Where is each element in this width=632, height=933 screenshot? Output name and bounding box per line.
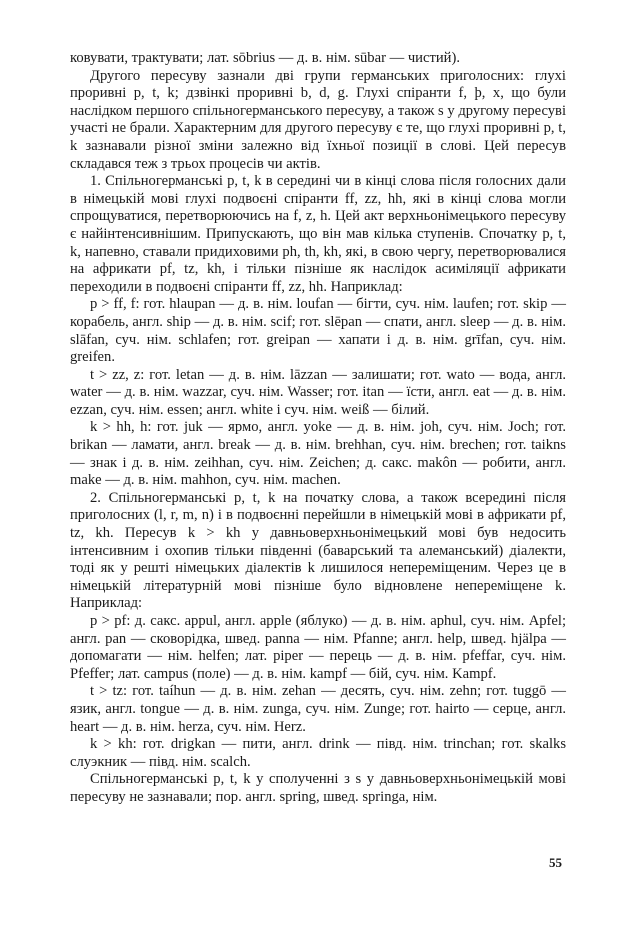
paragraph-1: ковувати, трактувати; лат. sōbrius — д. в. нім. sūbar — чистий). [70,50,460,66]
paragraph-11: Спільногерманські p, t, k у сполученні з s у давньоверхньонімецькій мові пересуву не зазнавали; пор. англ. spring, швед. springa, нім. [70,771,566,805]
paragraph-5: t > zz, z: гот. letan — д. в. нім. lāzzan — залишати; гот. wato — вода, англ. water — д. в. нім. wazzar, суч. нім. Wasser; гот. itan — їсти, англ. eat — д. в. нім. ezzan, суч. нім. essen; англ. white і суч. нім. weiß — білий. [70,366,566,418]
paragraph-7: 2. Спільногерманські p, t, k на початку слова, а також всередині після приголосних (l, r, m, n) і в подвоєнні перейшли в німецькій мові в африкати pf, tz, kh. Пересув k > kh у давньоверхньонімецький мові був недосить інтенсивним і охопив тільки південні (баварський та алеманський) діалекти, тоді як у решті німецьких діалектів k лишилося непереміщеним. Через це в німецькій літературній мові пізніше було відновлене непереміщене k. Наприклад: [70,489,566,612]
paragraph-3: 1. Спільногерманські p, t, k в середині чи в кінці слова після голосних дали в німецькій мові глухі подвоєні спіранти ff, zz, hh, які в кінці слова могли спрощуватися, перетворюючись на f, z, h. Цей акт верхньонімецького пересуву є найінтенсивнішим. Припускають, що він мав кілька ступенів. Спочатку p, t, k, напевно, ставали придиховими ph, th, kh, які, в свою чергу, перетворювалися на африкати pf, tz, kh, і тільки пізніше як наслідок асиміляції африкати переходили в подвоєні спіранти ff, zz, hh. Наприклад: [70,173,566,295]
paragraph-8: p > pf: д. сакс. appul, англ. apple (яблуко) — д. в. нім. aphul, суч. нім. Apfel; англ. pan — сковорідка, швед. panna — нім. Pfanne; англ. help, швед. hjälpa — допомагати — нім. helfen; лат. piper — перець — д. в. нім. pfeffar, суч. нім. Pfeffer; лат. campus (поле) — д. в. нім. kampf — бій, суч. нім. Kampf. [70,613,566,682]
paragraph-4: p > ff, f: гот. hlaupan — д. в. нім. loufan — бігти, суч. нім. laufen; гот. skip — корабель, англ. ship — д. в. нім. scif; гот. slēpan — спати, англ. sleep — д. в. нім. slāfan, суч. нім. schlafen; гот. greipan — хапати і д. в. нім. grīfan, суч. нім. greifen. [70,296,566,366]
paragraph-10: k > kh: гот. drigkan — пити, англ. drink — півд. нім. trinchan; гот. skalks слуэкник — півд. нім. scalch. [70,736,566,770]
paragraph-2: Другого пересуву зазнали дві групи германських приголосних: глухі проривні p, t, k; дзвінкі проривні b, d, g. Глухі спіранти f, þ, x, що були наслідком першого спільногерманського пересуву, а також s у другому пересуві участі не брали. Характерним для другого пересуву є те, що глухі проривні p, t, k зазнавали різної зміни залежно від їхньої позиції в слові. Цей пересув складався теж з трьох процесів чи актів. [70,67,566,172]
paragraph-9: t > tz: гот. taíhun — д. в. нім. zehan — десять, суч. нім. zehn; гот. tuggō — язик, англ. tongue — д. в. нім. zunga, суч. нім. Zunge; гот. hairto — серце, англ. heart — д. в. нім. herza, суч. нім. Herz. [70,683,566,735]
body-text [70,50,566,807]
page-number: 55 [549,855,562,870]
paragraph-6: k > hh, h: гот. juk — ярмо, англ. yoke — д. в. нім. joh, суч. нім. Joch; гот. brikan — ламати, англ. break — д. в. нім. brehhan, суч. нім. brechen; гот. taikns — знак і д. в. нім. zeihhan, суч. нім. Zeichen; д. сакс. makôn — робити, англ. make — д. в. нім. mahhon, суч. нім. machen. [70,419,566,489]
